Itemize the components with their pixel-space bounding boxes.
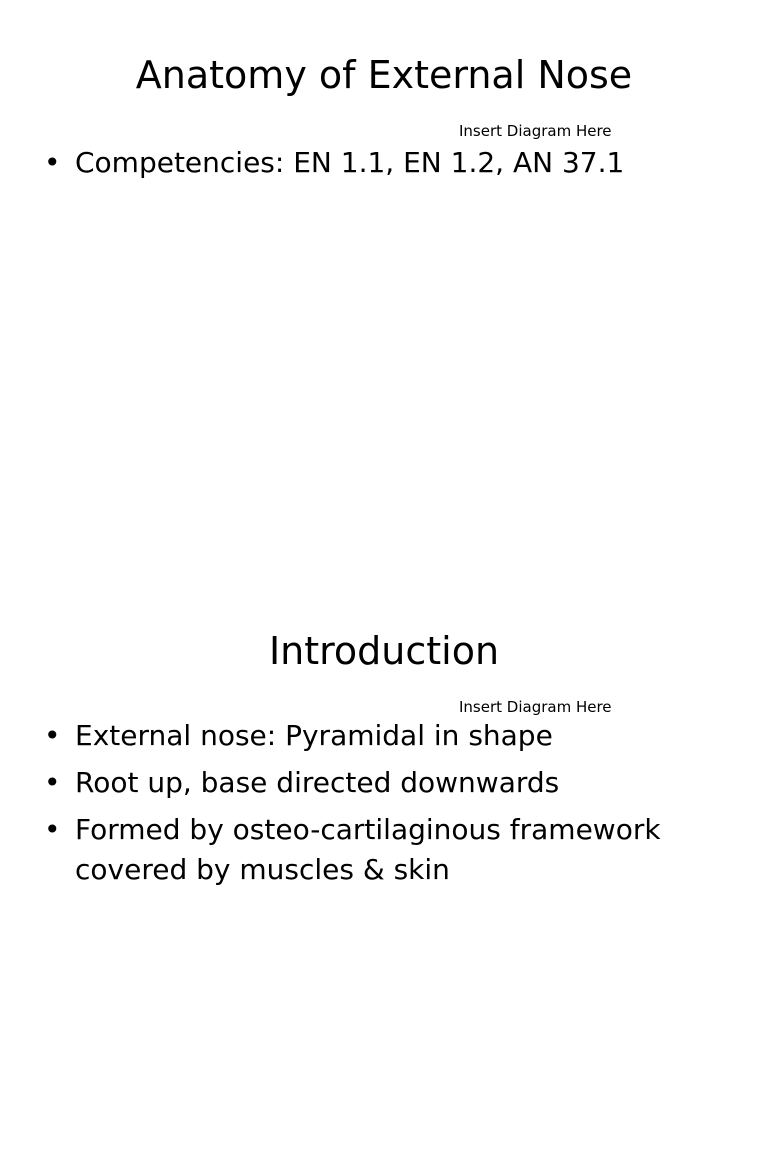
diagram-placeholder-note: Insert Diagram Here	[459, 122, 612, 140]
bullet-item	[44, 143, 724, 183]
slide-title: Introduction	[268, 629, 500, 673]
bullet-icon: •	[44, 719, 61, 752]
bullet-list	[44, 716, 724, 897]
bullet-item	[44, 763, 724, 803]
bullet-item	[44, 810, 724, 890]
bullet-text: Competencies: EN 1.1, EN 1.2, AN 37.1	[75, 146, 625, 179]
slide-introduction	[0, 576, 768, 1152]
bullet-text: External nose: Pyramidal in shape	[75, 719, 553, 752]
bullet-text: Root up, base directed downwards	[75, 766, 560, 799]
slide-title: Anatomy of External Nose	[135, 53, 633, 97]
diagram-placeholder-note: Insert Diagram Here	[459, 698, 612, 716]
bullet-list	[44, 143, 724, 190]
bullet-item	[44, 716, 724, 756]
bullet-icon: •	[44, 146, 61, 179]
bullet-text: Formed by osteo-cartilaginous framework covered by muscles & skin	[75, 813, 661, 886]
bullet-icon: •	[44, 813, 61, 846]
bullet-icon: •	[44, 766, 61, 799]
